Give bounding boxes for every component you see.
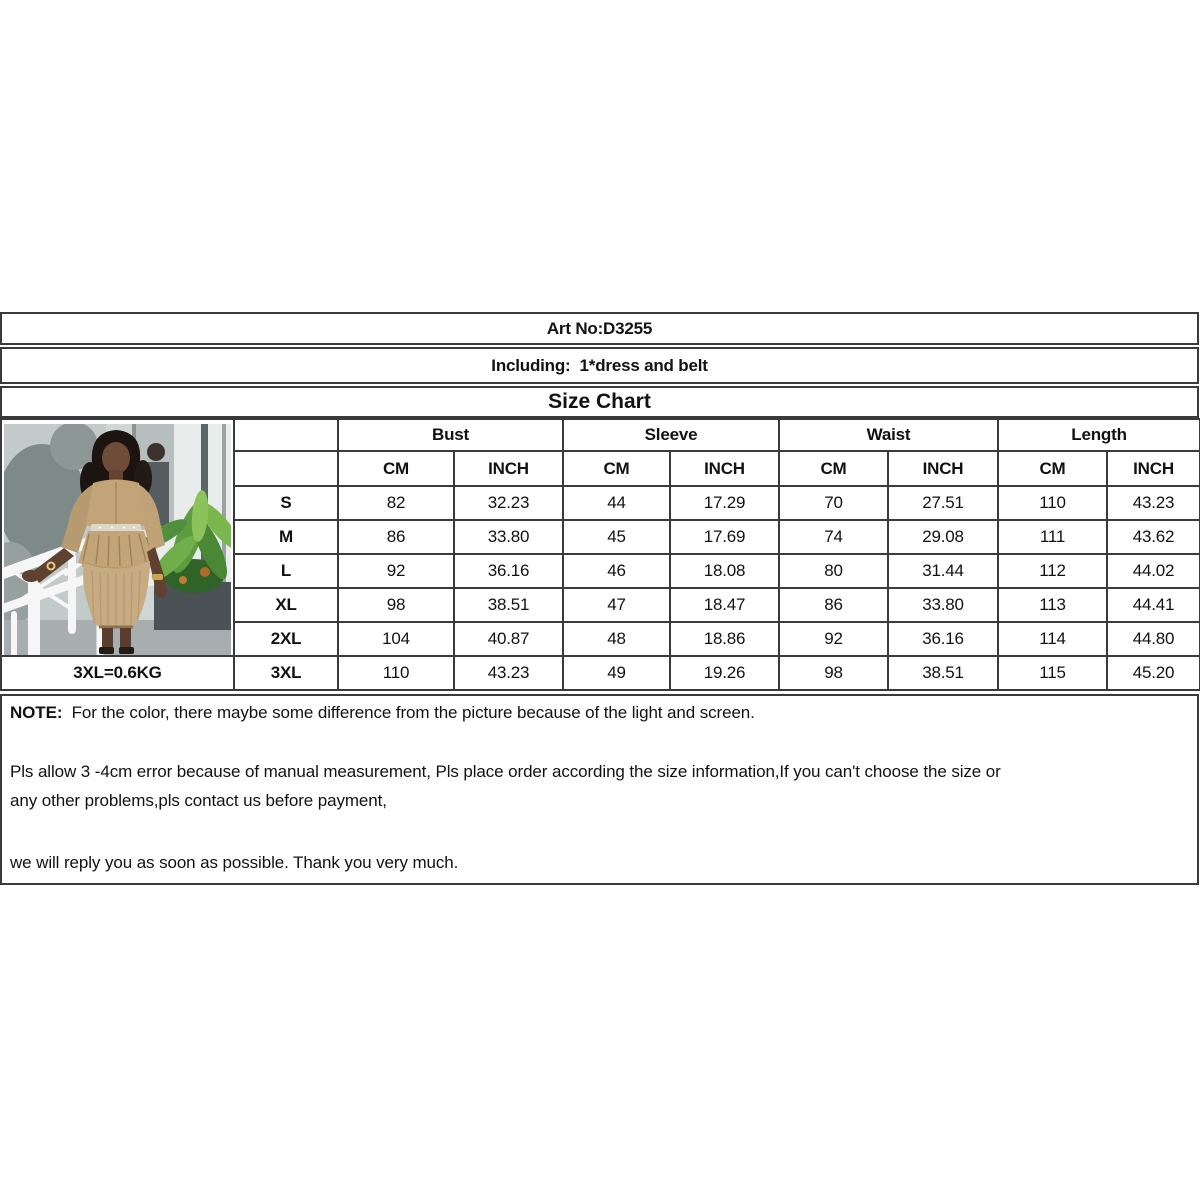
cell-value: 43.62	[1107, 520, 1200, 554]
cell-value: 18.86	[670, 622, 779, 656]
unit-header: INCH	[1107, 451, 1200, 486]
measurement-disclaimer	[10, 758, 1189, 816]
cell-value: 45	[563, 520, 670, 554]
cell-value: 98	[779, 656, 888, 690]
col-group-waist: Waist	[779, 419, 998, 451]
unit-header: CM	[998, 451, 1107, 486]
cell-value: 111	[998, 520, 1107, 554]
disclaimer-line-2: any other problems,pls contact us before payment,	[10, 790, 387, 810]
unit-header: INCH	[670, 451, 779, 486]
note-label: NOTE:	[10, 703, 63, 722]
cell-value: 110	[338, 656, 454, 690]
cell-value: 43.23	[1107, 486, 1200, 520]
including-text: Including: 1*dress and belt	[491, 355, 708, 375]
cell-value: 18.47	[670, 588, 779, 622]
cell-value: 47	[563, 588, 670, 622]
cell-value: 114	[998, 622, 1107, 656]
cell-value: 48	[563, 622, 670, 656]
unit-header: INCH	[888, 451, 998, 486]
cell-value: 44.02	[1107, 554, 1200, 588]
including-row	[0, 347, 1199, 384]
size-label: S	[234, 486, 338, 520]
cell-value: 46	[563, 554, 670, 588]
cell-value: 18.08	[670, 554, 779, 588]
cell-value: 44.80	[1107, 622, 1200, 656]
units-blank	[234, 451, 338, 486]
size-label: M	[234, 520, 338, 554]
disclaimer-line-1: Pls allow 3 -4cm error because of manual measurement, Pls place order according the size information,If you can't choose the size or	[10, 761, 1001, 781]
cell-value: 17.29	[670, 486, 779, 520]
cell-value: 27.51	[888, 486, 998, 520]
reply-note: we will reply you as soon as possible. Thank you very much.	[10, 852, 459, 872]
cell-value: 113	[998, 588, 1107, 622]
cell-value: 49	[563, 656, 670, 690]
cell-value: 115	[998, 656, 1107, 690]
note-line	[10, 702, 1189, 725]
cell-value: 92	[779, 622, 888, 656]
cell-value: 36.16	[888, 622, 998, 656]
cell-value: 112	[998, 554, 1107, 588]
art-no-text: Art No:D3255	[546, 318, 653, 338]
cell-value: 29.08	[888, 520, 998, 554]
cell-value: 38.51	[888, 656, 998, 690]
cell-value: 32.23	[454, 486, 563, 520]
weight-note: 3XL=0.6KG	[1, 656, 234, 690]
cell-value: 104	[338, 622, 454, 656]
cell-value: 44.41	[1107, 588, 1200, 622]
size-label: L	[234, 554, 338, 588]
cell-value: 36.16	[454, 554, 563, 588]
col-group-bust: Bust	[338, 419, 563, 451]
cell-value: 74	[779, 520, 888, 554]
unit-header: CM	[338, 451, 454, 486]
size-chart-title: Size Chart	[548, 390, 651, 413]
size-label: 2XL	[234, 622, 338, 656]
size-col-header-blank	[234, 419, 338, 451]
dress-photo-illustration	[4, 424, 231, 655]
cell-value: 38.51	[454, 588, 563, 622]
size-label: 3XL	[234, 656, 338, 690]
art-no-row	[0, 312, 1199, 345]
cell-value: 31.44	[888, 554, 998, 588]
size-label: XL	[234, 588, 338, 622]
product-photo	[1, 419, 234, 656]
size-table-wrap	[0, 418, 1200, 691]
cell-value: 33.80	[888, 588, 998, 622]
cell-value: 70	[779, 486, 888, 520]
cell-value: 43.23	[454, 656, 563, 690]
col-group-sleeve: Sleeve	[563, 419, 779, 451]
unit-header: CM	[563, 451, 670, 486]
cell-value: 92	[338, 554, 454, 588]
cell-value: 82	[338, 486, 454, 520]
cell-value: 98	[338, 588, 454, 622]
cell-value: 19.26	[670, 656, 779, 690]
cell-value: 86	[779, 588, 888, 622]
notes-box	[0, 694, 1199, 885]
cell-value: 40.87	[454, 622, 563, 656]
cell-value: 86	[338, 520, 454, 554]
cell-value: 17.69	[670, 520, 779, 554]
cell-value: 45.20	[1107, 656, 1200, 690]
unit-header: INCH	[454, 451, 563, 486]
cell-value: 44	[563, 486, 670, 520]
unit-header: CM	[779, 451, 888, 486]
note-text: For the color, there maybe some difference from the picture because of the light and screen.	[62, 703, 755, 722]
size-chart-title-row	[0, 386, 1199, 418]
col-group-length: Length	[998, 419, 1200, 451]
cell-value: 110	[998, 486, 1107, 520]
cell-value: 80	[779, 554, 888, 588]
size-table	[0, 418, 1200, 691]
table-row-3xl	[1, 656, 1200, 690]
cell-value: 33.80	[454, 520, 563, 554]
